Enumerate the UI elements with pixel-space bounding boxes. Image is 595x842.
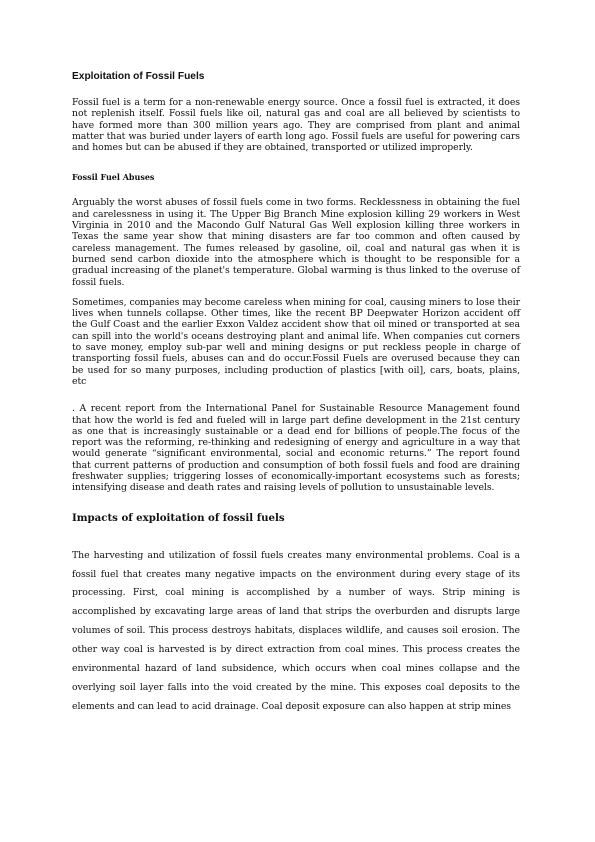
impacts-paragraph: The harvesting and utilization of fossil fuels creates many environmental problems. Coal is a fossil fuel that creates many negative impacts on the environment during every stage of its processing. First, coal mining is accomplished by a number of ways. Strip mining is accomplished by excavating large areas of land that strips the overburden and disrupts large volumes of soil. This process destroys habitats, displaces wildlife, and causes soil erosion. The other way coal is harvested is by direct extraction from coal mines. This process creates the environmental hazard of land subsidence, which occurs when coal mines collapse and the overlying soil layer falls into the void created by the mine. This exposes coal deposits to the elements and can lead to acid drainage. Coal deposit exposure can also happen at strip mines — [72, 549, 520, 712]
intro-paragraph: Fossil fuel is a term for a non-renewable energy source. Once a fossil fuel is extracted, it does not replenish itself. Fossil fuels like oil, natural gas and coal are all believed by scientists to have formed more than 300 million years ago. They are comprised from plant and animal matter that was buried under layers of earth long ago. Fossil fuels are useful for powering cars and homes but can be abused if they are obtained, transported or utilized improperly. — [72, 97, 520, 154]
document-page — [72, 70, 520, 717]
abuses-paragraph-3: . A recent report from the International Panel for Sustainable Resource Management found that how the world is fed and fueled will in large part define development in the 21st century as one that is increasingly sustainable or a dead end for billions of people.The focus of the report was the reforming, re-thinking and redesigning of energy and agriculture in a way that would generate “significant environmental, social and economic returns.” The report found that current patterns of production and consumption of both fossil fuels and food are draining freshwater supplies; triggering losses of economically-important ecosystems such as forests; intensifying disease and death rates and raising levels of pollution to unsustainable levels. — [72, 403, 520, 494]
impacts-heading: Impacts of exploitation of fossil fuels — [72, 511, 285, 524]
abuses-paragraph-1: Arguably the worst abuses of fossil fuels come in two forms. Recklessness in obtaining the fuel and carelessness in using it. The Upper Big Branch Mine explosion killing 29 workers in West Virginia in 2010 and the Macondo Gulf Natural Gas Well explosion killing three workers in Texas the same year show that mining disasters are far too common and often caused by careless management. The fumes released by gasoline, oil, coal and natural gas when it is burned send carbon dioxide into the atmosphere which is thought to be responsible for a gradual increasing of the planet's temperature. Global warming is thus linked to the overuse of fossil fuels. — [72, 197, 520, 288]
abuses-heading: Fossil Fuel Abuses — [72, 172, 155, 183]
abuses-paragraph-2: Sometimes, companies may become careless when mining for coal, causing miners to lose their lives when tunnels collapse. Other times, like the recent BP Deepwater Horizon accident off the Gulf Coast and the earlier Exxon Valdez accident show that oil mined or transported at sea can spill into the world's oceans destroying plant and animal life. When companies cut corners to save money, employ sub-par well and mining designs or put reckless people in charge of transporting fossil fuels, abuses can and do occur.Fossil Fuels are overused because they can be used for so many purposes, including production of plastics [with oil], cars, boats, plains, etc — [72, 296, 520, 387]
document-title: Exploitation of Fossil Fuels — [72, 71, 205, 82]
